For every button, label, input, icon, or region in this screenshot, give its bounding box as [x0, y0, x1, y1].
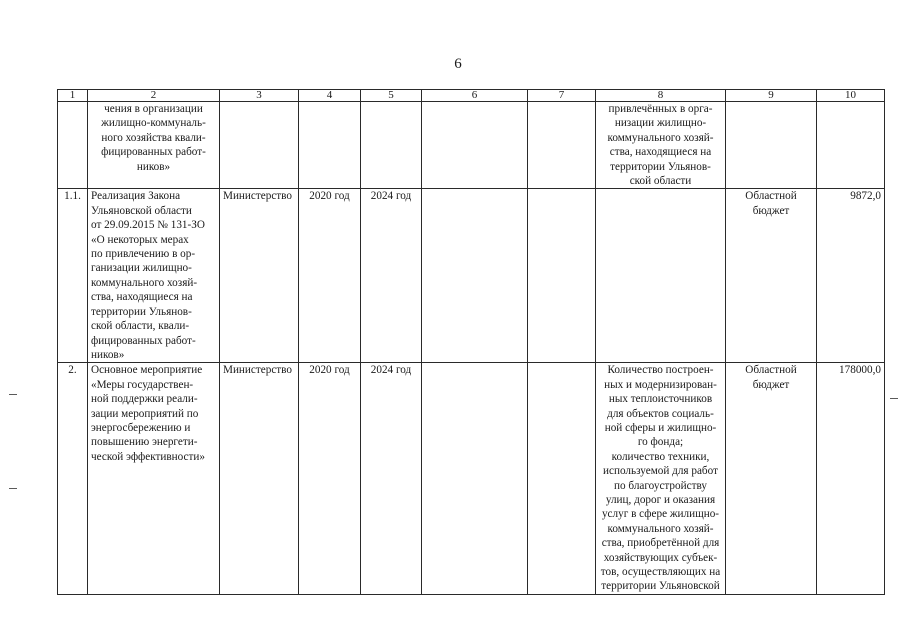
cell-executor: Министерство [220, 363, 299, 595]
cell-col7 [528, 102, 596, 189]
cell-source [726, 363, 817, 595]
measure-name: Реализация Закона Ульяновской области от 29.09.2015 № 131-ЗО «О некоторых мерах по привлечению в ор- ганизации жилищно- коммунального хозяй- ства, находящиеся на территории Ульянов- ской области, квали- фицированных работ- ников» [91, 190, 205, 361]
cell-source [726, 102, 817, 189]
cell-amount: 178000,0 [817, 363, 885, 595]
header-cell-3: 3 [220, 90, 299, 102]
cell-col6 [422, 189, 528, 363]
table-row [58, 189, 885, 363]
header-cell-7: 7 [528, 90, 596, 102]
cell-col7 [528, 363, 596, 595]
cell-measure-name [88, 189, 220, 363]
measure-name-continuation: чения в организации жилищно-коммуналь- ного хозяйства квали- фицированных работ- ников» [101, 103, 206, 173]
header-cell-4: 4 [299, 90, 361, 102]
header-cell-8: 8 [596, 90, 726, 102]
cell-measure-name [88, 102, 220, 189]
cell-end: 2024 год [361, 363, 422, 595]
funding-source: Областной бюджет [745, 190, 797, 217]
header-cell-9: 9 [726, 90, 817, 102]
cell-indicator [596, 102, 726, 189]
cell-executor [220, 102, 299, 189]
cell-measure-name [88, 363, 220, 595]
cell-executor: Министерство [220, 189, 299, 363]
header-cell-2: 2 [88, 90, 220, 102]
cell-start [299, 102, 361, 189]
indicator-text: Количество построен- ных и модернизирован- ных теплоисточников для объектов социаль- ной сферы и жилищно- го фонда; количество техники, используемой для работ по благоустройству улиц, дорог и оказания услуг в сфере жилищно- коммунального хозяй- ства, приобретённой для хозяйствующих субъек- тов, осуществляющих на территории Ульяновской [600, 364, 721, 593]
table-row [58, 363, 885, 595]
cell-source [726, 189, 817, 363]
cell-end: 2024 год [361, 189, 422, 363]
cell-number: 2. [58, 363, 88, 595]
cell-indicator [596, 363, 726, 595]
page-number: 6 [454, 56, 462, 72]
header-cell-1: 1 [58, 90, 88, 102]
scan-mark [9, 488, 17, 489]
scan-mark [890, 398, 898, 399]
cell-indicator [596, 189, 726, 363]
cell-col7 [528, 189, 596, 363]
header-cell-6: 6 [422, 90, 528, 102]
cell-col6 [422, 102, 528, 189]
indicator-continuation: привлечённых в орга- низации жилищно- коммунального хозяй- ства, находящиеся на территории Ульянов- ской области [607, 103, 714, 188]
table-row [58, 102, 885, 189]
cell-amount: 9872,0 [817, 189, 885, 363]
cell-start: 2020 год [299, 189, 361, 363]
header-row [58, 90, 885, 102]
cell-start: 2020 год [299, 363, 361, 595]
scan-mark [9, 394, 17, 395]
cell-end [361, 102, 422, 189]
measure-name: Основное мероприятие «Меры государствен- ной поддержки реали- зации мероприятий по энергосбережению и повышению энергети- ческой эффективности» [91, 364, 205, 463]
header-cell-10: 10 [817, 90, 885, 102]
cell-amount [817, 102, 885, 189]
program-table [57, 89, 885, 595]
cell-col6 [422, 363, 528, 595]
funding-source: Областной бюджет [745, 364, 797, 391]
cell-number: 1.1. [58, 189, 88, 363]
cell-number [58, 102, 88, 189]
header-cell-5: 5 [361, 90, 422, 102]
